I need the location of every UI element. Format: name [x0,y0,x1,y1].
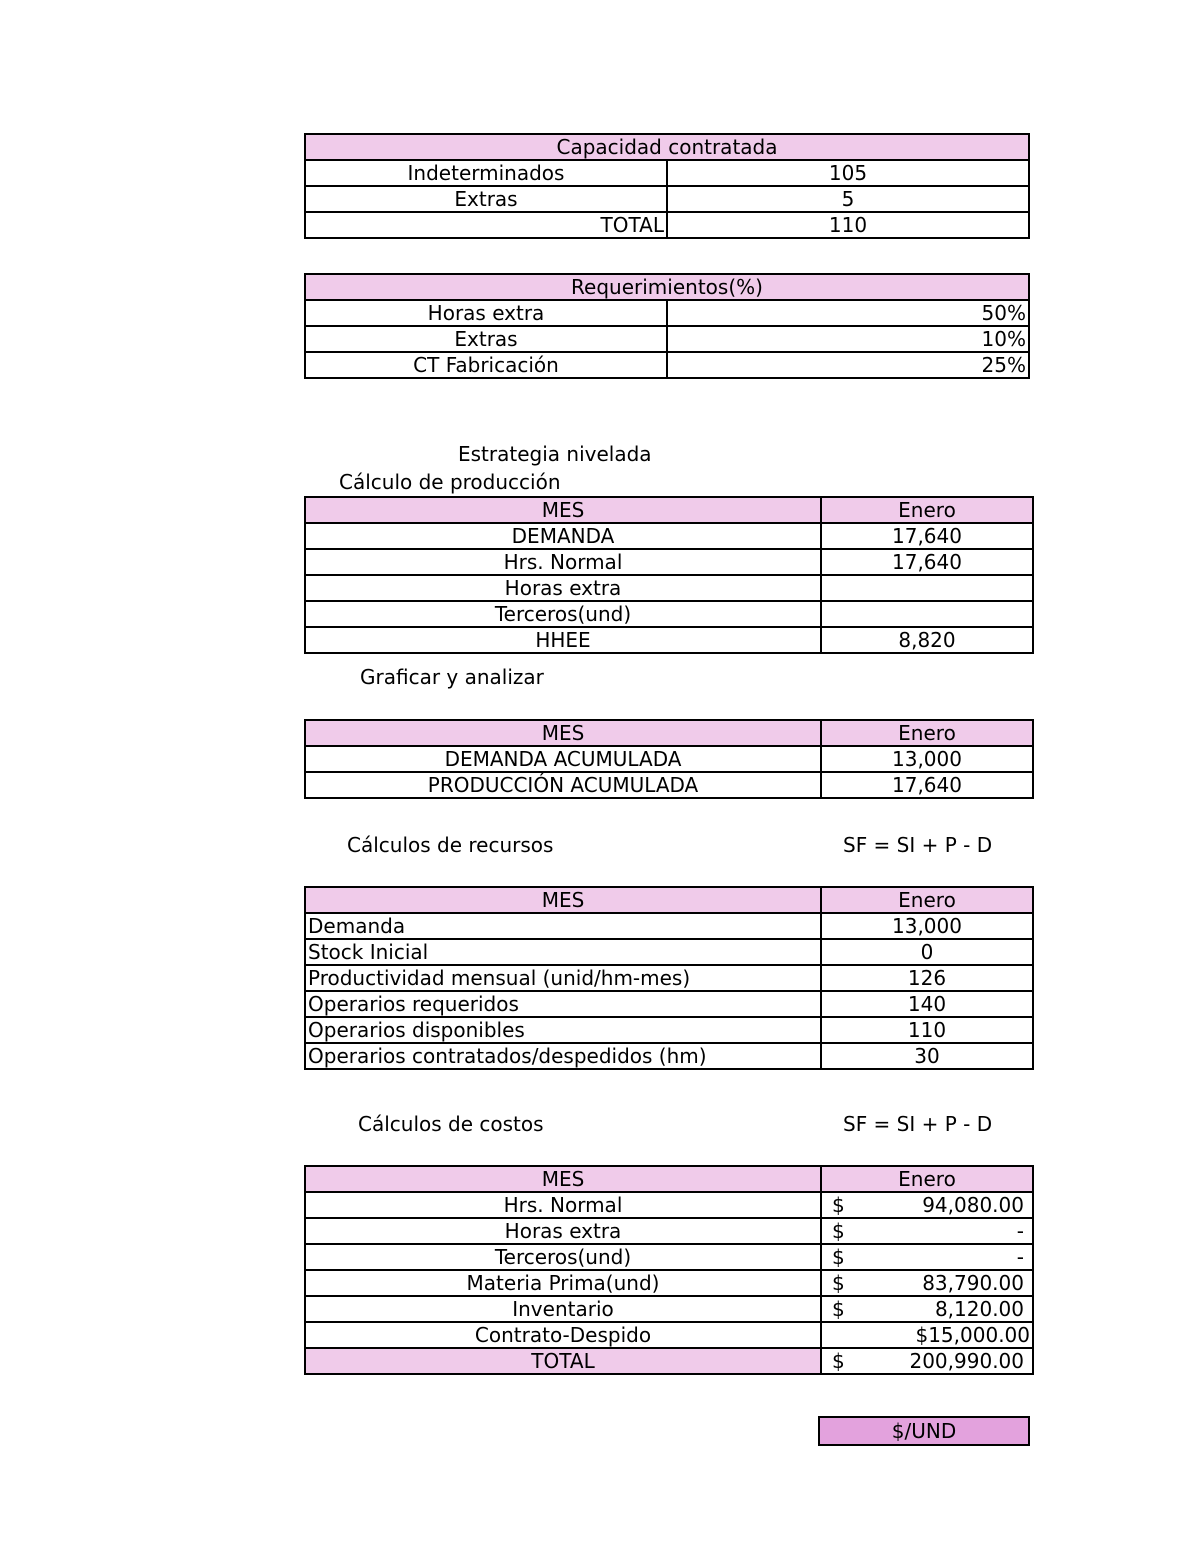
row-value: 5 [667,186,1029,212]
row-label: Hrs. Normal [305,549,821,575]
capacidad-header: Capacidad contratada [305,134,1029,160]
per-unit-label: $/UND [819,1417,1029,1445]
row-value: 0 [821,939,1033,965]
table-row [305,746,1033,772]
acumulada-table [304,719,1034,799]
row-label: Terceros(und) [305,601,821,627]
per-unit-table [818,1416,1030,1446]
row-label: Inventario [305,1296,821,1322]
capacidad-table [304,133,1030,239]
row-value: 8,120.00 [934,1297,1024,1321]
estrategia-title: Estrategia nivelada [458,442,652,466]
table-row [305,1322,1033,1348]
row-label: Horas extra [305,300,667,326]
month-header: Enero [821,887,1033,913]
table-row [305,160,1029,186]
month-header: Enero [821,720,1033,746]
table-row [305,772,1033,798]
total-label: TOTAL [305,1348,821,1374]
row-value: 126 [821,965,1033,991]
table-row [305,601,1033,627]
row-label: Indeterminados [305,160,667,186]
month-header: Enero [821,1166,1033,1192]
row-label: Terceros(und) [305,1244,821,1270]
table-row [305,186,1029,212]
table-row [305,1017,1033,1043]
table-row [305,523,1033,549]
row-value: 10% [667,326,1029,352]
table-row [305,1218,1033,1244]
mes-header: MES [305,887,821,913]
row-label: Productividad mensual (unid/hm-mes) [305,965,821,991]
table-row [305,1270,1033,1296]
table-row [305,1296,1033,1322]
row-label: Extras [305,186,667,212]
costos-formula: SF = SI + P - D [843,1112,993,1136]
row-value: 94,080.00 [922,1193,1024,1217]
row-value: 110 [821,1017,1033,1043]
row-label: Operarios contratados/despedidos (hm) [305,1043,821,1069]
row-label: Demanda [305,913,821,939]
table-row [305,913,1033,939]
row-value: $15,000.00 [821,1322,1033,1348]
total-value: 110 [667,212,1029,238]
row-label: Extras [305,326,667,352]
row-value: 25% [667,352,1029,378]
row-value: 83,790.00 [922,1271,1024,1295]
currency-symbol: $ [832,1245,845,1269]
table-row [305,212,1029,238]
total-label: TOTAL [305,212,667,238]
table-row [305,326,1029,352]
estrategia-subtitle: Cálculo de producción [339,470,561,494]
row-label: Contrato-Despido [305,1322,821,1348]
table-row [305,939,1033,965]
graficar-note: Graficar y analizar [360,665,544,689]
costos-table [304,1165,1034,1375]
row-value: 13,000 [821,913,1033,939]
table-row [305,1192,1033,1218]
recursos-title: Cálculos de recursos [347,833,554,857]
row-value [821,575,1033,601]
recursos-formula: SF = SI + P - D [843,833,993,857]
table-row [305,352,1029,378]
row-label: Operarios requeridos [305,991,821,1017]
total-value: 200,990.00 [909,1349,1024,1373]
table-row [305,991,1033,1017]
row-value: - [1016,1219,1024,1243]
row-label: Operarios disponibles [305,1017,821,1043]
row-value: 140 [821,991,1033,1017]
row-label: CT Fabricación [305,352,667,378]
row-value [821,601,1033,627]
recursos-table [304,886,1034,1070]
row-value: 17,640 [821,549,1033,575]
produccion-table [304,496,1034,654]
table-row [305,575,1033,601]
row-label: Materia Prima(und) [305,1270,821,1296]
row-label: DEMANDA [305,523,821,549]
requerimientos-header: Requerimientos(%) [305,274,1029,300]
table-row [305,549,1033,575]
row-value: 17,640 [821,772,1033,798]
mes-header: MES [305,720,821,746]
total-row [305,1348,1033,1374]
row-value: 30 [821,1043,1033,1069]
row-label: DEMANDA ACUMULADA [305,746,821,772]
mes-header: MES [305,1166,821,1192]
currency-symbol: $ [832,1219,845,1243]
row-label: PRODUCCIÓN ACUMULADA [305,772,821,798]
currency-symbol: $ [832,1297,845,1321]
table-row [305,300,1029,326]
row-value: 105 [667,160,1029,186]
row-label: Horas extra [305,575,821,601]
mes-header: MES [305,497,821,523]
requerimientos-table [304,273,1030,379]
row-label: Hrs. Normal [305,1192,821,1218]
table-row [305,627,1033,653]
row-label: Horas extra [305,1218,821,1244]
row-label: HHEE [305,627,821,653]
currency-symbol: $ [832,1193,845,1217]
row-value: 17,640 [821,523,1033,549]
row-value: 13,000 [821,746,1033,772]
costos-title: Cálculos de costos [358,1112,544,1136]
currency-symbol: $ [832,1271,845,1295]
table-row [305,1043,1033,1069]
currency-symbol: $ [832,1349,845,1373]
row-value: - [1016,1245,1024,1269]
table-row [305,965,1033,991]
row-value: 50% [667,300,1029,326]
row-label: Stock Inicial [305,939,821,965]
row-value: 8,820 [821,627,1033,653]
table-row [305,1244,1033,1270]
month-header: Enero [821,497,1033,523]
